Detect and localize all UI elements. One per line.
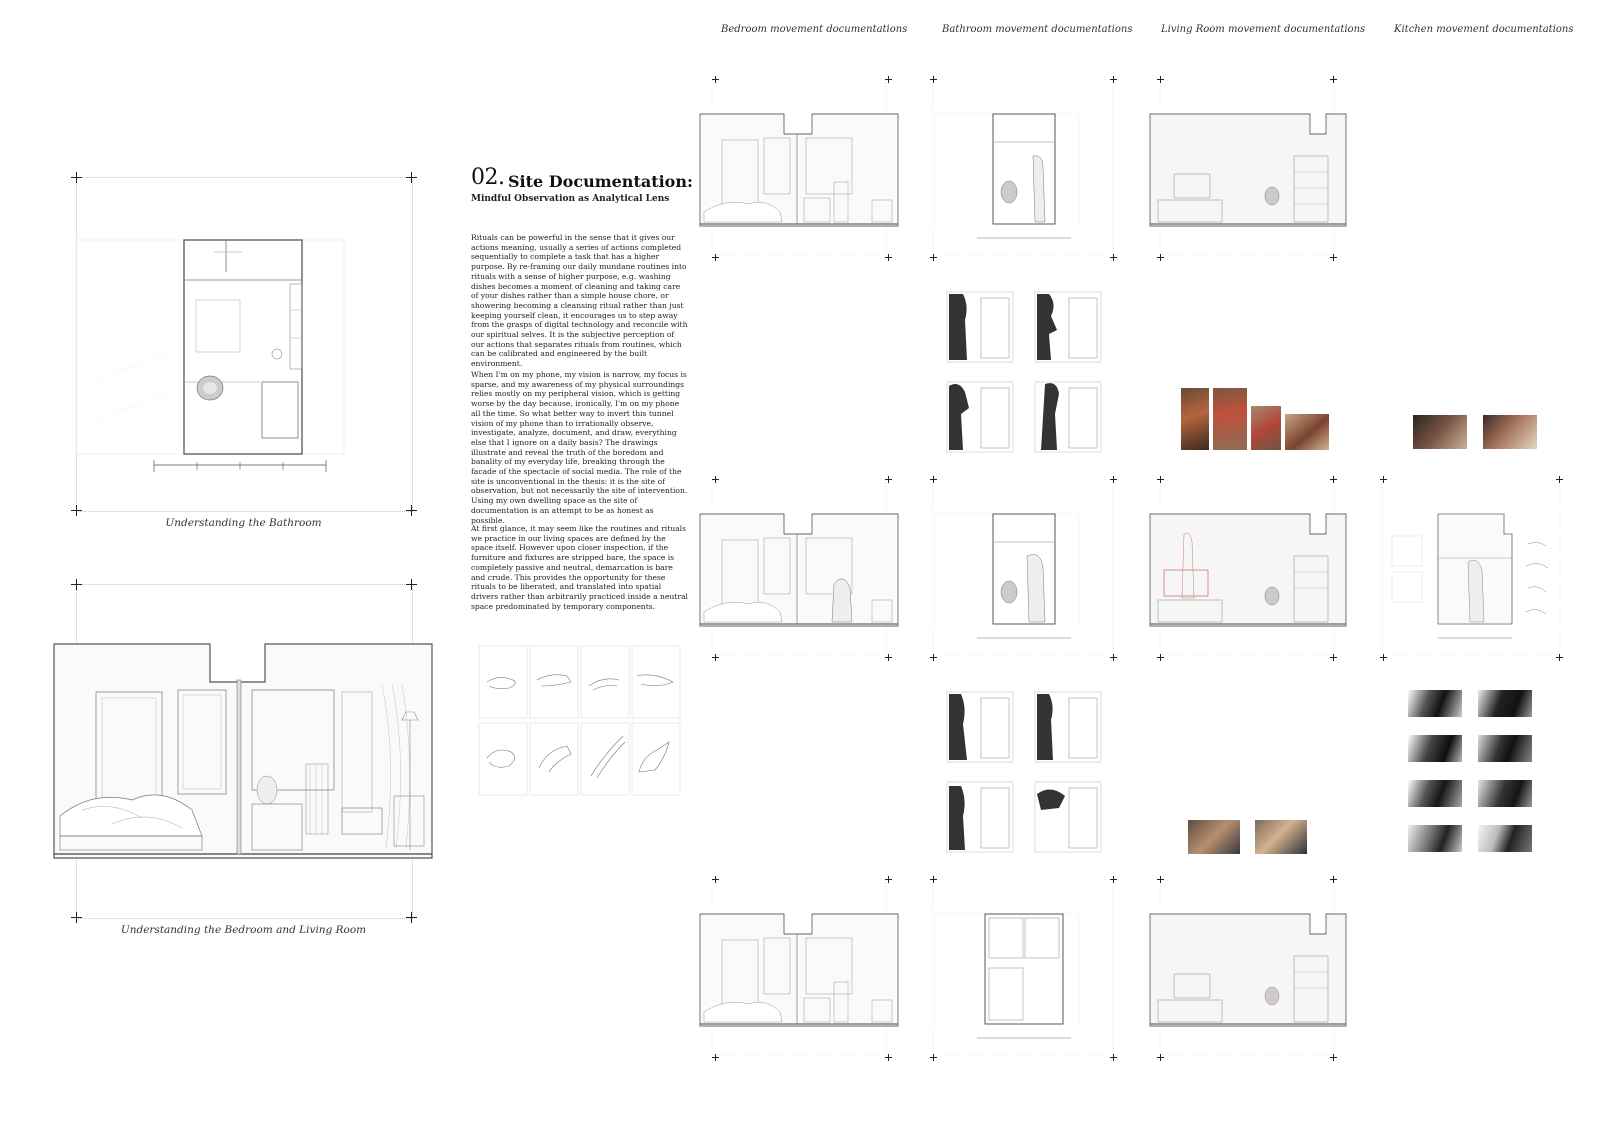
page-subtitle: Mindful Observation as Analytical Lens <box>471 194 670 204</box>
crosshair-mark <box>1380 654 1387 661</box>
kitchen-bw-photo <box>1478 780 1532 807</box>
crosshair-mark <box>1110 254 1117 261</box>
crosshair-mark <box>71 579 82 590</box>
page-title: Site Documentation: <box>508 172 693 191</box>
bathroom-elevation-1 <box>933 72 1123 264</box>
body-paragraph-2: When I'm on my phone, my vision is narrow, my focus is sparse, and my awareness of my physical surroundings relies mostly on my peripheral vision, which is getting worse by the day because, ironically, I'm on my phone all the time. So what better way to invert this tunnel vision of my phone than to irrationally observe, investigate, analyze, document, and draw, everything else that I ignore on a daily basis? The drawings illustrate and reveal the truth of the boredom and banality of my everyday life, breaking through the facade of the spectacle of social media. The role of the site is unconventional in the thesis: it is the site of observation, but not necessarily the site of intervention. Using my own dwelling space as the site of documentation is an attempt to be as honest as possible. <box>471 370 688 525</box>
crosshair-mark <box>1330 1054 1337 1061</box>
kitchen-photo <box>1413 415 1467 449</box>
crosshair-mark <box>1157 476 1164 483</box>
bedroom-column-header: Bedroom movement documentations <box>721 24 908 35</box>
crosshair-mark <box>1330 254 1337 261</box>
living-room-photo <box>1181 388 1209 450</box>
crosshair-mark <box>930 654 937 661</box>
hand-gesture-sketch-grid <box>479 646 680 796</box>
bedroom-living-section-drawing <box>52 640 436 864</box>
crosshair-mark <box>1157 876 1164 883</box>
crosshair-mark <box>71 505 82 516</box>
body-paragraph-3: At first glance, it may seem like the routines and rituals we practice in our living spaces are defined by the space itself. However upon closer inspection, if the furniture and fixtures are stripped bare, the space is completely passive and neutral, demarcation is bare and crude. This provides the opportunity for these rituals to be liberated, and translated into spatial drivers rather than arbitrarily practiced inside a neutral space predominated by temporary components. <box>471 524 688 611</box>
living-room-elevation-3 <box>1150 872 1350 1064</box>
bathroom-elevation-2 <box>933 472 1123 664</box>
body-paragraph-1: Rituals can be powerful in the sense that it gives our actions meaning, usually a series of actions completed sequentially to complete a task that has a higher purpose. By re-framing our daily mundane routines into rituals with a sense of higher purpose, e.g. washing dishes becomes a moment of cleaning and taking care of your dishes rather than a simple house chore, or showering becoming a cleansing ritual rather than just keeping yourself clean, it encourages us to step away from the grasps of digital technology and reconcile with our spiritual selves. It is the subjective perception of our actions that separates rituals from routines, which can be calibrated and engineered by the built environment. <box>471 233 688 369</box>
bathroom-plan-drawing <box>76 230 346 490</box>
crosshair-mark <box>885 654 892 661</box>
crosshair-mark <box>1110 476 1117 483</box>
crosshair-mark <box>1380 476 1387 483</box>
crosshair-mark <box>71 912 82 923</box>
crosshair-mark <box>1330 76 1337 83</box>
living-room-photo <box>1213 388 1247 450</box>
kitchen-bw-photo <box>1408 735 1462 762</box>
crosshair-mark <box>1110 76 1117 83</box>
living-room-photo <box>1188 820 1240 854</box>
crosshair-mark <box>885 876 892 883</box>
crosshair-mark <box>885 476 892 483</box>
bathroom-caption: Understanding the Bathroom <box>165 517 322 529</box>
crosshair-mark <box>1330 476 1337 483</box>
crosshair-mark <box>406 579 417 590</box>
crosshair-mark <box>1157 1054 1164 1061</box>
crosshair-mark <box>1157 76 1164 83</box>
crosshair-mark <box>712 476 719 483</box>
crosshair-mark <box>1110 1054 1117 1061</box>
living-room-photo <box>1285 414 1329 450</box>
kitchen-bw-photo <box>1408 825 1462 852</box>
crosshair-mark <box>406 912 417 923</box>
living-room-photo <box>1251 406 1281 450</box>
crosshair-mark <box>930 876 937 883</box>
kitchen-bw-photo <box>1478 825 1532 852</box>
crosshair-mark <box>1330 876 1337 883</box>
bathroom-figure-sketches-1 <box>945 290 1105 454</box>
bathroom-figure-sketches-2 <box>945 690 1105 854</box>
crosshair-mark <box>1157 254 1164 261</box>
crosshair-mark <box>1110 876 1117 883</box>
crosshair-mark <box>1556 476 1563 483</box>
crosshair-mark <box>406 172 417 183</box>
crosshair-mark <box>930 1054 937 1061</box>
living-room-elevation-1 <box>1150 72 1350 264</box>
crosshair-mark <box>406 505 417 516</box>
crosshair-mark <box>885 1054 892 1061</box>
crosshair-mark <box>885 76 892 83</box>
bedroom-elevation-2 <box>700 472 900 664</box>
crosshair-mark <box>930 76 937 83</box>
living-room-photo <box>1255 820 1307 854</box>
crosshair-mark <box>930 476 937 483</box>
crosshair-mark <box>712 876 719 883</box>
crosshair-mark <box>71 172 82 183</box>
bathroom-elevation-3 <box>933 872 1123 1064</box>
crosshair-mark <box>712 76 719 83</box>
bedroom-elevation-3 <box>700 872 900 1064</box>
living-room-column-header: Living Room movement documentations <box>1161 24 1366 35</box>
crosshair-mark <box>930 254 937 261</box>
crosshair-mark <box>1330 654 1337 661</box>
section-number: 02. <box>471 165 505 190</box>
crosshair-mark <box>712 1054 719 1061</box>
crosshair-mark <box>1157 654 1164 661</box>
kitchen-bw-photo <box>1478 690 1532 717</box>
kitchen-bw-photo <box>1478 735 1532 762</box>
bedroom-elevation-1 <box>700 72 900 264</box>
crosshair-mark <box>1110 654 1117 661</box>
living-room-elevation-2 <box>1150 472 1350 664</box>
kitchen-column-header: Kitchen movement documentations <box>1394 24 1574 35</box>
crosshair-mark <box>712 654 719 661</box>
kitchen-photo <box>1483 415 1537 449</box>
bedroom-living-caption: Understanding the Bedroom and Living Room <box>120 924 367 936</box>
kitchen-bw-photo <box>1408 780 1462 807</box>
crosshair-mark <box>885 254 892 261</box>
crosshair-mark <box>712 254 719 261</box>
kitchen-elevation <box>1378 472 1568 664</box>
bathroom-column-header: Bathroom movement documentations <box>942 24 1133 35</box>
crosshair-mark <box>1556 654 1563 661</box>
kitchen-bw-photo <box>1408 690 1462 717</box>
